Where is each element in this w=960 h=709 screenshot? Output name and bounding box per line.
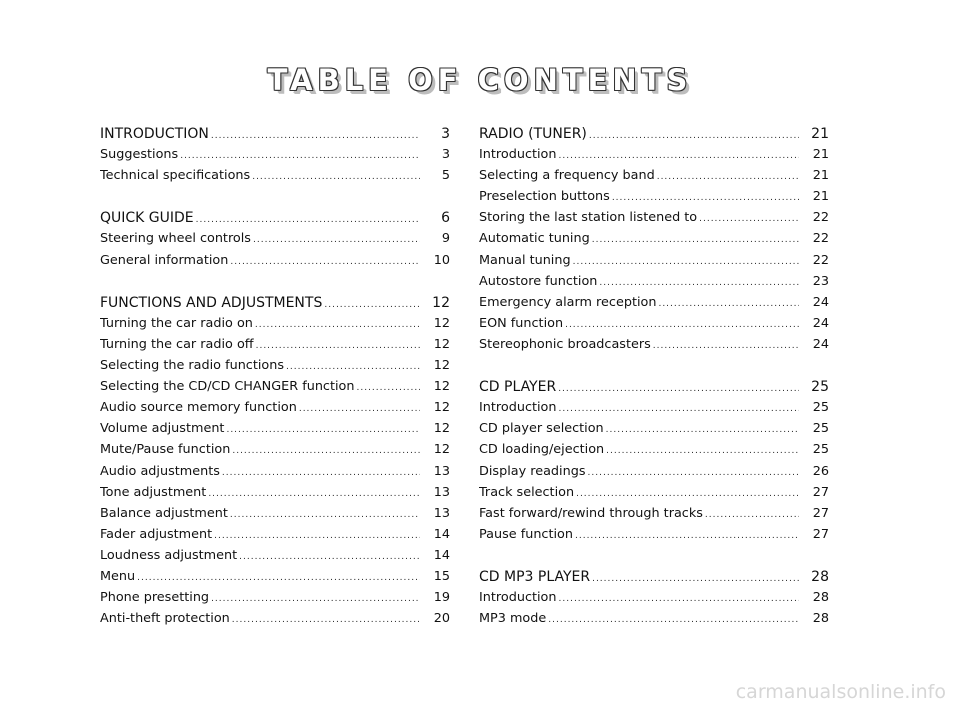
toc-dot-leader [256, 341, 420, 351]
toc-entry-label: Manual tuning [479, 252, 571, 268]
toc-entry-label: Steering wheel controls [100, 231, 251, 247]
toc-dot-leader [253, 235, 420, 245]
toc-entry-label: MP3 mode [479, 611, 547, 627]
toc-page-number: 27 [812, 526, 829, 542]
toc-entry[interactable] [479, 442, 829, 463]
toc-dot-leader [658, 299, 799, 309]
toc-dot-leader [575, 531, 799, 541]
toc-page-number: 25 [812, 442, 829, 458]
toc-entry[interactable] [479, 295, 829, 316]
toc-dot-leader [239, 552, 420, 562]
toc-entry[interactable] [100, 590, 450, 611]
toc-entry-label: Turning the car radio off [100, 336, 254, 352]
toc-entry[interactable] [100, 147, 450, 168]
toc-entry-label: Selecting the CD/CD CHANGER function [100, 379, 355, 395]
toc-page-number: 12 [433, 315, 450, 331]
toc-entry-label: Phone presetting [100, 590, 210, 606]
toc-page-number: 3 [441, 147, 450, 163]
toc-entry[interactable] [100, 464, 450, 485]
toc-section-heading[interactable] [479, 126, 829, 147]
toc-spacer [100, 189, 450, 210]
toc-entry[interactable] [479, 527, 829, 548]
toc-dot-leader [232, 615, 420, 625]
toc-page-number: 22 [812, 210, 829, 226]
toc-entry[interactable] [100, 442, 450, 463]
toc-dot-leader [606, 425, 799, 435]
toc-entry-label: CD loading/ejection [479, 442, 605, 458]
toc-dot-leader [573, 257, 799, 267]
toc-dot-leader [211, 131, 420, 141]
toc-entry-label: Storing the last station listened to [479, 210, 698, 226]
toc-dot-leader [286, 362, 420, 372]
toc-entry-label: Introduction [479, 400, 557, 416]
toc-dot-leader [565, 320, 799, 330]
toc-dot-leader [653, 341, 799, 351]
toc-section-heading[interactable] [479, 379, 829, 400]
toc-dot-leader [699, 214, 799, 224]
toc-page-number: 15 [433, 568, 450, 584]
toc-entry[interactable] [100, 569, 450, 590]
toc-section-heading[interactable] [100, 126, 450, 147]
toc-dot-leader [211, 594, 420, 604]
toc-page-number: 13 [433, 463, 450, 479]
toc-entry-label: Introduction [479, 590, 557, 606]
toc-entry[interactable] [479, 506, 829, 527]
toc-page-number: 26 [812, 463, 829, 479]
toc-page-number: 25 [812, 421, 829, 437]
toc-page-number: 12 [433, 400, 450, 416]
toc-entry-label: Automatic tuning [479, 231, 590, 247]
toc-entry[interactable] [100, 379, 450, 400]
toc-entry[interactable] [100, 421, 450, 442]
toc-dot-leader [230, 510, 420, 520]
toc-entry-label: Technical specifications [100, 168, 251, 184]
toc-entry-label: Tone adjustment [100, 484, 207, 500]
toc-page-number: 28 [811, 568, 829, 585]
toc-page-number: 12 [433, 336, 450, 352]
toc-page-number: 10 [433, 252, 450, 268]
toc-page-number: 19 [433, 590, 450, 606]
toc-entry[interactable] [479, 231, 829, 252]
toc-page-number: 13 [433, 505, 450, 521]
toc-page-number: 25 [812, 400, 829, 416]
toc-dot-leader [324, 300, 420, 310]
toc-entry[interactable] [479, 274, 829, 295]
toc-entry[interactable] [479, 189, 829, 210]
toc-entry-label: Pause function [479, 526, 573, 542]
toc-dot-leader [180, 151, 420, 161]
toc-entry-label: Volume adjustment [100, 421, 225, 437]
toc-dot-leader [208, 489, 420, 499]
toc-entry-label: EON function [479, 315, 564, 331]
toc-dot-leader [599, 278, 799, 288]
toc-dot-leader [255, 320, 420, 330]
toc-entry[interactable] [100, 485, 450, 506]
toc-entry-label: FUNCTIONS AND ADJUSTMENTS [100, 294, 323, 311]
toc-page-number: 23 [812, 273, 829, 289]
toc-page-number: 12 [433, 442, 450, 458]
toc-entry-label: CD player selection [479, 421, 604, 437]
toc-dot-leader [592, 574, 799, 584]
toc-entry-label: Autostore function [479, 273, 598, 289]
toc-entry-label: QUICK GUIDE [100, 210, 194, 227]
toc-entry[interactable] [479, 611, 829, 632]
toc-page-number: 12 [433, 358, 450, 374]
toc-page-number: 24 [812, 294, 829, 310]
toc-entry-label: INTRODUCTION [100, 126, 209, 142]
toc-entry[interactable] [100, 168, 450, 189]
toc-page-number: 13 [433, 484, 450, 500]
toc-page-number: 28 [812, 590, 829, 606]
toc-entry[interactable] [100, 316, 450, 337]
toc-entry[interactable] [100, 400, 450, 421]
toc-section-heading[interactable] [100, 295, 450, 316]
toc-page-number: 12 [433, 421, 450, 437]
toc-page-number: 21 [812, 147, 829, 163]
toc-entry-label: Introduction [479, 147, 557, 163]
toc-entry-label: Selecting a frequency band [479, 168, 655, 184]
toc-page-number: 21 [812, 168, 829, 184]
toc-dot-leader [226, 425, 420, 435]
page-title: TABLE OF CONTENTS [267, 63, 693, 97]
toc-entry-label: Track selection [479, 484, 575, 500]
toc-dot-leader [230, 257, 420, 267]
toc-entry[interactable] [100, 358, 450, 379]
toc-page-number: 14 [433, 547, 450, 563]
toc-entry-label: General information [100, 252, 229, 268]
toc-entry-label: CD MP3 PLAYER [479, 568, 591, 585]
toc-entry[interactable] [100, 231, 450, 252]
toc-page-number: 12 [433, 379, 450, 395]
toc-entry[interactable] [100, 253, 450, 274]
toc-entry-label: Emergency alarm reception [479, 294, 657, 310]
toc-entry-label: Loudness adjustment [100, 547, 238, 563]
toc-page-number: 9 [441, 231, 450, 247]
toc-entry-label: RADIO (TUNER) [479, 126, 587, 142]
toc-page-number: 3 [441, 126, 450, 142]
toc-dot-leader [214, 531, 420, 541]
toc-page-number: 14 [433, 526, 450, 542]
toc-left-column [100, 126, 450, 632]
toc-entry-label: Suggestions [100, 147, 179, 163]
toc-dot-leader [196, 215, 420, 225]
toc-page-number: 22 [812, 231, 829, 247]
toc-page-number: 21 [812, 189, 829, 205]
toc-entry[interactable] [479, 464, 829, 485]
toc-spacer [100, 274, 450, 295]
toc-section-heading[interactable] [100, 210, 450, 231]
toc-entry-label: Display readings [479, 463, 586, 479]
toc-dot-leader [559, 404, 800, 414]
toc-dot-leader [137, 573, 420, 583]
toc-entry-label: Selecting the radio functions [100, 358, 285, 374]
toc-spacer [479, 548, 829, 569]
toc-page-number: 6 [441, 210, 450, 227]
toc-page-number: 20 [433, 611, 450, 627]
toc-dot-leader [558, 384, 799, 394]
toc-entry[interactable] [479, 253, 829, 274]
toc-entry[interactable] [100, 548, 450, 569]
toc-entry[interactable] [479, 210, 829, 231]
toc-dot-leader [705, 510, 799, 520]
toc-dot-leader [612, 193, 799, 203]
toc-entry[interactable] [479, 400, 829, 421]
toc-entry[interactable] [479, 421, 829, 442]
toc-page-number: 24 [812, 315, 829, 331]
toc-entry-label: Anti-theft protection [100, 611, 230, 627]
toc-page-number: 25 [811, 379, 829, 396]
toc-entry-label: Fast forward/rewind through tracks [479, 505, 703, 521]
toc-entry-label: CD PLAYER [479, 379, 557, 396]
toc-dot-leader [592, 235, 799, 245]
toc-dot-leader [606, 446, 799, 456]
toc-dot-leader [657, 172, 799, 182]
toc-entry-label: Stereophonic broadcasters [479, 336, 651, 352]
toc-entry-label: Audio source memory function [100, 400, 297, 416]
toc-dot-leader [589, 131, 799, 141]
toc-page-number: 27 [812, 505, 829, 521]
toc-right-column [479, 126, 829, 632]
toc-dot-leader [576, 489, 799, 499]
toc-entry[interactable] [100, 506, 450, 527]
toc-dot-leader [588, 468, 799, 478]
toc-entry[interactable] [100, 527, 450, 548]
toc-entry-label: Mute/Pause function [100, 442, 231, 458]
toc-entry[interactable] [479, 168, 829, 189]
toc-page-number: 24 [812, 336, 829, 352]
toc-dot-leader [252, 172, 420, 182]
toc-dot-leader [559, 594, 800, 604]
toc-entry[interactable] [479, 337, 829, 358]
toc-section-heading[interactable] [479, 569, 829, 590]
watermark: carmanualsonline.info [735, 681, 946, 703]
toc-page-number: 12 [432, 294, 450, 311]
toc-entry[interactable] [479, 316, 829, 337]
toc-page-number: 21 [811, 126, 829, 142]
toc-spacer [479, 358, 829, 379]
toc-page-number: 28 [812, 611, 829, 627]
toc-dot-leader [222, 468, 420, 478]
toc-page-number: 27 [812, 484, 829, 500]
toc-entry-label: Balance adjustment [100, 505, 228, 521]
toc-entry[interactable] [479, 485, 829, 506]
toc-page-number: 22 [812, 252, 829, 268]
toc-entry-label: Preselection buttons [479, 189, 610, 205]
toc-entry-label: Fader adjustment [100, 526, 213, 542]
toc-entry-label: Turning the car radio on [100, 315, 253, 331]
toc-dot-leader [559, 151, 800, 161]
toc-dot-leader [232, 446, 420, 456]
toc-entry[interactable] [100, 337, 450, 358]
toc-page-number: 5 [441, 168, 450, 184]
toc-entry-label: Menu [100, 568, 136, 584]
toc-entry[interactable] [100, 611, 450, 632]
toc-entry[interactable] [479, 590, 829, 611]
toc-dot-leader [356, 383, 420, 393]
toc-entry-label: Audio adjustments [100, 463, 220, 479]
toc-entry[interactable] [479, 147, 829, 168]
toc-dot-leader [548, 615, 799, 625]
toc-dot-leader [299, 404, 420, 414]
